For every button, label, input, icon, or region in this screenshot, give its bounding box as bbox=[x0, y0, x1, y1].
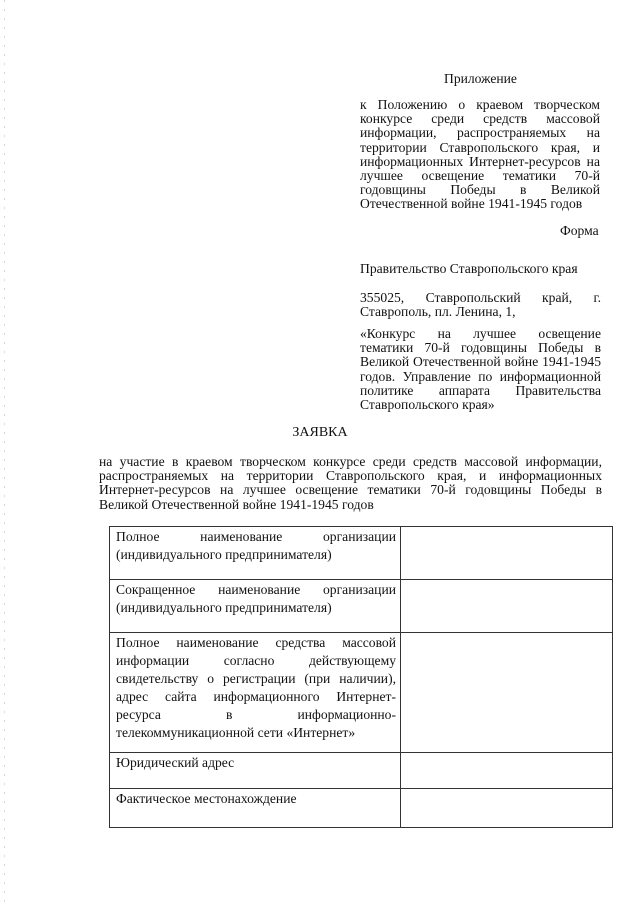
table-row bbox=[110, 527, 613, 580]
row-label: Юридический адрес bbox=[110, 753, 401, 789]
form-label: Форма bbox=[560, 223, 599, 238]
table-row bbox=[110, 633, 613, 753]
addressee-recipient: «Конкурс на лучшее освещение тематики 70-й годовщины Победы в Великой Отечественной войне 1941-1945 годов. Управление по информационной политике аппарата Правительства Ставропольского края» bbox=[360, 326, 601, 413]
row-label: Полное наименование организации (индивидуального предпринимателя) bbox=[110, 527, 401, 580]
table-row bbox=[110, 580, 613, 633]
appendix-title: Приложение bbox=[444, 71, 517, 86]
row-label: Сокращенное наименование организации (индивидуального предпринимателя) bbox=[110, 580, 401, 633]
row-value bbox=[401, 789, 613, 828]
row-value bbox=[401, 753, 613, 789]
row-value bbox=[401, 527, 613, 580]
row-value bbox=[401, 633, 613, 753]
addressee-organization: Правительство Ставропольского края bbox=[360, 261, 578, 276]
addressee-address: 355025, Ставропольский край, г. Ставрополь, пл. Ленина, 1, bbox=[360, 290, 601, 320]
row-label: Полное наименование средства массовой информации согласно действующему свидетельству о регистрации (при наличии), адрес сайта информационного Интернет-ресурса в информационно-телекоммуникационной сети «Интернет» bbox=[110, 633, 401, 753]
application-title: ЗАЯВКА bbox=[292, 425, 348, 440]
scan-edge-mark bbox=[4, 0, 5, 905]
table-row bbox=[110, 753, 613, 789]
row-value bbox=[401, 580, 613, 633]
appendix-reference-text: к Положению о краевом творческом конкурсе среди средств массовой информации, распространяемых на территории Ставропольского края, и информационных Интернет-ресурсов на лучшее освещение тематики 70-й годовщины Победы в Великой Отечественной войне 1941-1945 годов bbox=[360, 97, 600, 212]
row-label: Фактическое местонахождение bbox=[110, 789, 401, 828]
application-intro-text: на участие в краевом творческом конкурсе среди средств массовой информации, распространяемых на территории Ставропольского края, и информационных Интернет-ресурсов на лучшее освещение тематики 70-й годовщины Победы в Великой Отечественной войне 1941-1945 годов bbox=[99, 454, 602, 512]
table-row bbox=[110, 789, 613, 828]
application-form-table bbox=[109, 526, 613, 828]
